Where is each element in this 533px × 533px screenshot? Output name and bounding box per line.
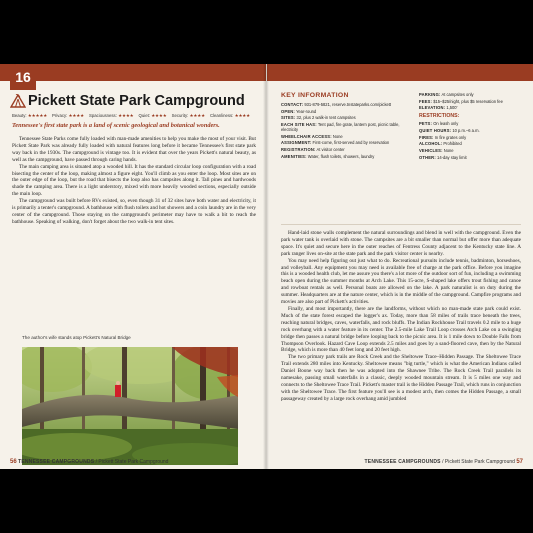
page-title: Pickett State Park Campground [28,93,245,109]
paragraph: Hand-laid stone walls complement the natural surroundings and blend in well with the campground. Even the park water tank is overlaid with stone. The campsites are a bit smaller than normal but offer more than adequate space. It's quiet and secure here in the outer reaches of Fentress County adjacent to the Kentucky state line. A park ranger lives on-site at the state park and the park visitor center is nearby. [281,230,521,257]
paragraph: Tennessee State Parks come fully loaded with man-made amenities to help you make the most of your visit. But Pickett State Park was already fully loaded with natural features long before it became Tennessee's first state park way back in the 1930s. The campground is vintage too. It is evident that over the years Pickett's natural beauty, as well as the campground, have passed through caring hands. [12,136,256,163]
info-row: EACH SITE HAS: Tent pad, fire grate, lantern post, picnic table, electricity [281,122,400,133]
restrictions-heading: RESTRICTIONS: [419,113,460,120]
info-row: SITES: 32, plus 2 walk-in tent campsites [281,115,356,121]
rating-cleanliness: Cleanliness: ★★★★ [209,113,251,118]
rating-privacy: Privacy: ★★★★ [52,113,84,118]
rating-quiet: Quiet: ★★★★ [138,113,167,118]
paragraph: You may need help figuring out just what to do. Recreational pursuits include tennis, badminton, horseshoes, and volleyball. Any equipment you may need is available free of charge at the park office. Before you imagine this is a wooded health club, let me assure you there's a lot more of the outdoor sort of fun, including a swimming beach open during the summer months at Arch Lake. This 15-acre, S-shaped lake offers trout fishing and canoe and rowboat rentals as well. Personal boats are allowed on the lake. A park naturalist is on duty during the summer. Headquarters are at the nature center, which is in the middle of the campground. Campfire programs and movies are also part of Pickett's activities. [281,257,521,306]
header-bar [0,64,266,81]
footer-series: TENNESSEE CAMPGROUNDS [18,459,95,465]
info-row: FEES: $15–$25/night, plus $5 reservation fee [419,98,503,104]
paragraph: The campground was built before RVs existed, so, even though 31 of 32 sites have both water and electricity, it is primarily a tenter's campground. A bathhouse with flush toilets and hot showers and a coin laundry are in the very center of the campground. Those staying on the campground's perimeter may have to walk a bit to reach the bathhouse. Speaking of walking, don't forget about the two walk-in tent sites. [12,198,256,225]
paragraph: The two primary park trails are Rock Creek and the Sheltowee Trace–Hidden Passage. The Sheltowee Trace Trail extends 280 miles into Kentucky. Sheltowee means "big turtle," which is what the American Indians called Daniel Boone way back then he was adopted into the Shawnee Tribe. The Rock Creek Trail parallels its namesake, passing small waterfalls in a classic, deeply wooded mountain stream. It is 5 miles one way and connects to the Sheltowee Trace Trail. Pickett's master trail is the Hidden Passage Trail, which runs in conjunction with the Sheltowee Trace. The first feature you'll see is a modest arch, then comes the Hidden Passage, a small passageway created by a large rock overhang amid jumbled [281,354,521,402]
book-gutter [263,64,269,469]
tagline: Tennessee's first state park is a land of scenic geological and botanical wonders. [12,122,220,129]
paragraph: The main camping area is situated atop a wooded hill. It has the standard circular loop configuration with a road bisecting the center of the loop, making almost a figure eight. You'll climb as you enter the loop. Most sites are on the outer edge of the loop, but the road that bisects the loop also has campsites along it. Tall pines and hardwoods shade the camping area. There is a light understory, mixed with more heavily wooded sections, especially outside the main loop. [12,163,256,198]
footer-chapter-title: Pickett State Park Campground [98,459,169,465]
info-row: WHEELCHAIR ACCESS: None [281,133,343,139]
key-info-column-1 [281,92,415,161]
footer-page-number: 56 [10,459,17,465]
tent-icon [10,94,26,108]
info-row: PARKING: At campsites only [419,92,474,97]
key-info-heading: KEY INFORMATION [281,92,349,99]
footer-chapter-title: Pickett State Park Campground [444,459,515,465]
info-row: CONTACT: 931-879-5821, reserve.tnstateparks.com/pickett [281,102,392,107]
info-row: PETS: On leash only [419,121,459,127]
paragraph: Finally, and most importantly, there are the landforms, without which no man-made state park could exist. Much of the state forest escaped the logger's ax. Today, more than 58 miles of trails trace beneath the trees, reaching natural bridges, caves, waterfalls, and rock bluffs. The Indian Rockhouse Trail travels 0.2 mile to a huge rock overhang with a water feature in its center. The 2.5-mile Lake Trail Loop crosses Arch Lake on a swinging bridge then passes a natural bridge before looping back to the picnic area. It is 1 mile down to Double Falls from Thompson Overlook. Hazard Cave Loop extends 2.5 miles and goes by a sand-floored cave, then by the Natural Bridge, which is more than 40 feet long and 20 feet high. [281,305,521,354]
photo-caption: The author's wife stands atop Pickett's Natural Bridge [22,335,131,340]
book-spread [0,64,533,469]
key-information-box [281,92,521,224]
right-body-text [281,230,521,455]
rating-spaciousness: Spaciousness: ★★★★ [88,113,134,118]
info-row: AMENITIES: Water, flush toilets, showers, laundry [281,153,375,159]
info-row: ELEVATION: 1,500' [419,105,458,111]
right-page [267,64,533,469]
info-row: FIRES: In fire grates only [419,134,467,140]
header-bar [267,64,533,81]
info-row: OPEN: Year-round [281,108,317,114]
right-footer: TENNESSEE CAMPGROUNDS / Pickett State Park Campground 57 [364,459,523,465]
chapter-number-box [10,64,36,90]
info-row: QUIET HOURS: 10 p.m.–6 a.m. [419,128,480,134]
key-info-column-2 [419,92,523,162]
info-row: VEHICLES: None [419,148,454,154]
divider [281,224,521,225]
footer-page-number: 57 [516,459,523,465]
footer-series: TENNESSEE CAMPGROUNDS [364,459,441,465]
left-page [0,64,266,469]
ratings-row [12,113,258,119]
rating-beauty: Beauty: ★★★★★ [12,113,48,118]
natural-bridge-photo [22,347,238,465]
info-row: ASSIGNMENT: First-come, first-served and by reservation [281,140,390,146]
info-row: ALCOHOL: Prohibited [419,141,462,147]
info-row: OTHER: 14-day stay limit [419,154,467,160]
chapter-number: 16 [15,69,31,85]
info-row: REGISTRATION: At visitor center [281,147,345,153]
left-body-text [12,136,256,311]
rating-security: Security: ★★★★ [171,113,205,118]
left-footer: 56 TENNESSEE CAMPGROUNDS / Pickett State Park Campground [10,459,169,465]
